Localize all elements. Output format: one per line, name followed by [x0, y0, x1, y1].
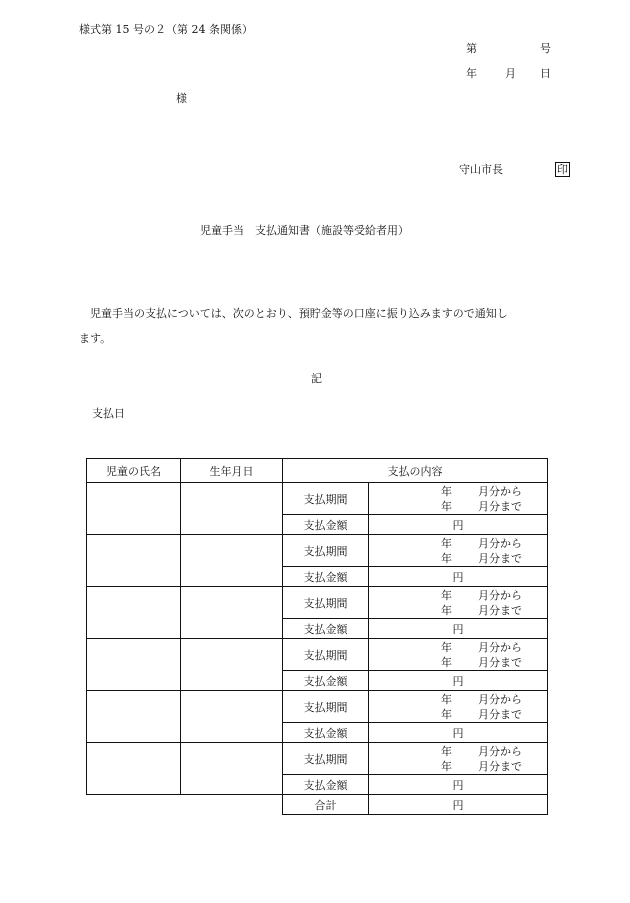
period-label: 支払期間 — [283, 743, 369, 775]
child-name-cell[interactable] — [87, 535, 181, 587]
birthdate-cell[interactable] — [181, 587, 283, 639]
doc-number-suffix: 号 — [540, 42, 551, 55]
birthdate-cell[interactable] — [181, 483, 283, 535]
from-year: 年 — [441, 693, 452, 706]
from-month-label: 月分から — [478, 641, 522, 654]
table-row-period — [87, 535, 548, 567]
child-name-cell[interactable] — [87, 691, 181, 743]
period-label: 支払期間 — [283, 639, 369, 671]
amount-yen: 円 — [369, 515, 548, 535]
amount-yen: 円 — [369, 619, 548, 639]
addressee-honorific: 様 — [176, 92, 187, 105]
doc-number-prefix: 第 — [466, 42, 477, 55]
period-value — [369, 639, 548, 671]
payment-table — [86, 458, 548, 815]
header-child-name: 児童の氏名 — [87, 459, 181, 483]
to-month-label: 月分まで — [478, 552, 522, 565]
amount-label: 支払金額 — [283, 619, 369, 639]
total-blank — [87, 795, 283, 815]
seal-stamp — [555, 162, 570, 177]
to-month-label: 月分まで — [478, 500, 522, 513]
form-number: 様式第 15 号の２（第 24 条関係） — [79, 23, 253, 36]
seal-text: 印 — [557, 163, 568, 176]
birthdate-cell[interactable] — [181, 535, 283, 587]
amount-yen: 円 — [369, 723, 548, 743]
payment-date-label: 支払日 — [92, 407, 125, 420]
amount-label: 支払金額 — [283, 567, 369, 587]
from-year: 年 — [441, 537, 452, 550]
amount-label: 支払金額 — [283, 671, 369, 691]
period-value — [369, 483, 548, 515]
child-name-cell[interactable] — [87, 639, 181, 691]
from-month-label: 月分から — [478, 537, 522, 550]
amount-label: 支払金額 — [283, 723, 369, 743]
from-year: 年 — [441, 641, 452, 654]
period-label: 支払期間 — [283, 691, 369, 723]
from-month-label: 月分から — [478, 745, 522, 758]
from-year: 年 — [441, 485, 452, 498]
amount-yen: 円 — [369, 671, 548, 691]
body-text-line2: ます。 — [79, 332, 112, 345]
table-row-period — [87, 483, 548, 515]
date-year: 年 — [466, 67, 477, 80]
table-row-period — [87, 587, 548, 619]
to-month-label: 月分まで — [478, 604, 522, 617]
period-label: 支払期間 — [283, 483, 369, 515]
header-payment-content: 支払の内容 — [283, 459, 548, 483]
date-day: 日 — [540, 67, 551, 80]
total-row — [87, 795, 548, 815]
period-label: 支払期間 — [283, 587, 369, 619]
to-year: 年 — [441, 604, 452, 617]
to-month-label: 月分まで — [478, 760, 522, 773]
table-row-period — [87, 743, 548, 775]
amount-yen: 円 — [369, 567, 548, 587]
child-name-cell[interactable] — [87, 483, 181, 535]
to-year: 年 — [441, 552, 452, 565]
total-yen: 円 — [369, 795, 548, 815]
amount-label: 支払金額 — [283, 775, 369, 795]
birthdate-cell[interactable] — [181, 691, 283, 743]
table-row-period — [87, 691, 548, 723]
birthdate-cell[interactable] — [181, 639, 283, 691]
total-label: 合計 — [283, 795, 369, 815]
table-row-period — [87, 639, 548, 671]
to-month-label: 月分まで — [478, 656, 522, 669]
from-year: 年 — [441, 745, 452, 758]
ki-heading: 記 — [311, 372, 322, 385]
from-year: 年 — [441, 589, 452, 602]
to-month-label: 月分まで — [478, 708, 522, 721]
period-value — [369, 743, 548, 775]
to-year: 年 — [441, 500, 452, 513]
period-value — [369, 535, 548, 567]
to-year: 年 — [441, 760, 452, 773]
document-title: 児童手当 支払通知書（施設等受給者用） — [200, 224, 409, 237]
child-name-cell[interactable] — [87, 587, 181, 639]
body-text-line1: 児童手当の支払については、次のとおり、預貯金等の口座に振り込みますので通知し — [90, 307, 508, 320]
to-year: 年 — [441, 708, 452, 721]
header-birthdate: 生年月日 — [181, 459, 283, 483]
from-month-label: 月分から — [478, 589, 522, 602]
table-header-row — [87, 459, 548, 483]
amount-yen: 円 — [369, 775, 548, 795]
birthdate-cell[interactable] — [181, 743, 283, 795]
period-value — [369, 691, 548, 723]
period-value — [369, 587, 548, 619]
amount-label: 支払金額 — [283, 515, 369, 535]
from-month-label: 月分から — [478, 693, 522, 706]
period-label: 支払期間 — [283, 535, 369, 567]
issuer: 守山市長 — [459, 163, 503, 176]
to-year: 年 — [441, 656, 452, 669]
date-month: 月 — [505, 67, 516, 80]
child-name-cell[interactable] — [87, 743, 181, 795]
from-month-label: 月分から — [478, 485, 522, 498]
